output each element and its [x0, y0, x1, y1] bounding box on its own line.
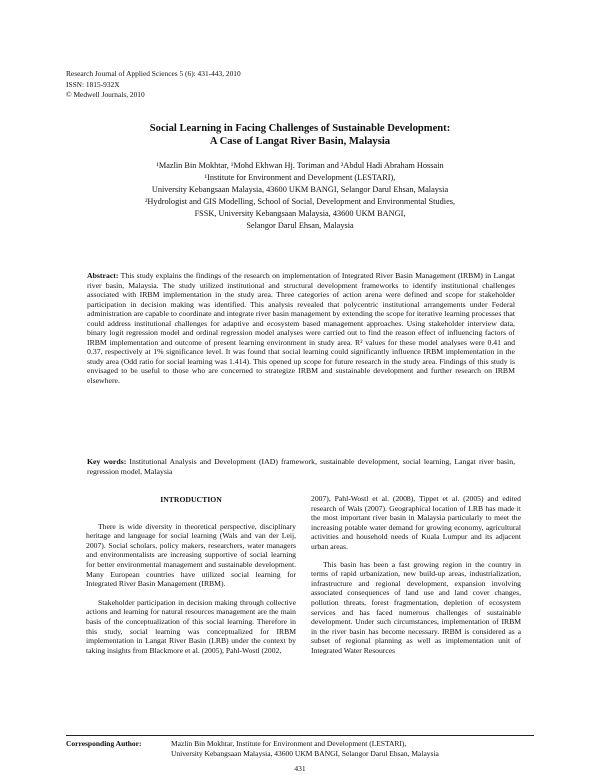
body-paragraph: Stakeholder participation in decision making through collective actions and learning for natural resources management are the main basis of the conceptualization of this social learning. Therefore in this study, social learning was conceptualized for IRBM implementation in Langat River Basin (LRB) under the context by taking insights from Blackmore et al. (2005), Pahl-Wostl (2002,: [86, 597, 296, 655]
affiliation-line: ²Hydrologist and GIS Modelling, School of Social, Development and Environmental Studies,: [144, 197, 456, 206]
affiliation-line: Selangor Darul Ehsan, Malaysia: [246, 221, 354, 230]
footer-divider: [66, 735, 534, 736]
title-line: A Case of Langat River Basin, Malaysia: [209, 136, 391, 147]
page-number: 431: [294, 764, 306, 773]
abstract-text: This study explains the findings of the research on implementation of Integrated River Basin Management (IRBM) in Langat river basin, Malaysia. The study utilized institutional and structural development frameworks to identify institutional challenges associated with IRBM implementation in the study area. Three categories of action arena were defined and scope for stakeholder participation in decision making was identified. This analysis revealed that polycentric institutional arrangements under Federal administration are capable to coordinate and integrate river basin management by extending the scope for iterative learning processes that could address institutional challenges for adaptive and ecosystem based management approaches. Using stakeholder interview data, binary logit regression model and ordinal regression model analyses were carried out to find the reason effect of influencing factors of IRBM implementation and outcome of present learning environment in study area. R² values for these model analyses were 0.41 and 0.37, respectively at 1% significance level. It was found that social learning could significantly influence IRBM implementation in the study area (Odd ratio for social learning was 1.414). This opened up scope for future research in the study area. Findings of this study is envisaged to be useful to those who are concerned to strategize IRBM and sustainable development and further research on IRBM elsewhere.: [87, 271, 515, 386]
paper-title: [60, 122, 540, 148]
abstract: [87, 271, 515, 386]
body-column-right: [311, 494, 521, 656]
keywords: [87, 457, 515, 476]
affiliation-line: FSSK, University Kebangsaan Malaysia, 43600 UKM BANGI,: [194, 209, 406, 218]
journal-header: [66, 69, 366, 101]
affiliation-line: ¹Institute for Environment and Development (LESTARI),: [204, 173, 396, 182]
journal-citation: Research Journal of Applied Sciences 5 (6): 431-443, 2010: [66, 69, 241, 78]
author-block: [60, 160, 540, 232]
keywords-text: Institutional Analysis and Development (IAD) framework, sustainable development, social learning, Langat river basin, regression model, Malaysia: [87, 457, 516, 476]
corresponding-author-label: Corresponding Author:: [66, 739, 142, 748]
author-names: ¹Mazlin Bin Mokhtar, ¹Mohd Ekhwan Hj. Toriman and ²Abdul Hadi Abraham Hossain: [156, 161, 444, 170]
abstract-label: Abstract:: [87, 271, 119, 280]
section-heading-introduction: INTRODUCTION: [160, 495, 222, 504]
body-column-left: [86, 494, 296, 655]
body-paragraph: There is wide diversity in theoretical perspective, disciplinary heritage and language for social learning (Wals and van der Leij, 2007). Social scholars, policy makers, researchers, water managers and environmentalists are increasing supportive of social learning for better environmental management and sustainable development. Many European countries have utilized social learning for Integrated River Basin Management (IRBM).: [86, 521, 296, 589]
title-line: Social Learning in Facing Challenges of Sustainable Development:: [149, 123, 451, 134]
corresponding-author-address: University Kebangsaan Malaysia, 43600 UKM BANGI, Selangor Darul Ehsan, Malaysia: [171, 748, 439, 758]
corresponding-author: [66, 739, 534, 758]
corresponding-author-name: Mazlin Bin Mokhtar, Institute for Environment and Development (LESTARI),: [171, 739, 407, 748]
journal-issn: ISSN: 1815-932X: [66, 79, 120, 89]
body-paragraph: 2007), Pahl-Wostl et al. (2008), Tippet et al. (2005) and edited research of Wals (2007). Geographical location of LRB has made it the most important river basin in Malaysia particularly to meet the increasing potable water demand for growing economy, agricultural activities and household needs of Kuala Lumpur and its adjacent urban areas.: [311, 494, 521, 551]
affiliation-line: University Kebangsaan Malaysia, 43600 UKM BANGI, Selangor Darul Ehsan, Malaysia: [151, 185, 449, 194]
keywords-label: Key words:: [87, 457, 127, 466]
journal-copyright: © Medwell Journals, 2010: [66, 90, 145, 99]
body-paragraph: This basin has been a fast growing region in the country in terms of rapid urbanization, new build-up areas, industrialization, infrastructure and regional development, expansion involving associated consequences of land use and land cover changes, pollution threats, forest fragmentation, depletion of ecosystem services and has faced numerous challenges of sustainable development. Under such circumstances, implementation of IRBM in the river basin has become necessary. IRBM is considered as a subset of regional planning as well as implementation unit of Integrated Water Resources: [311, 559, 521, 655]
